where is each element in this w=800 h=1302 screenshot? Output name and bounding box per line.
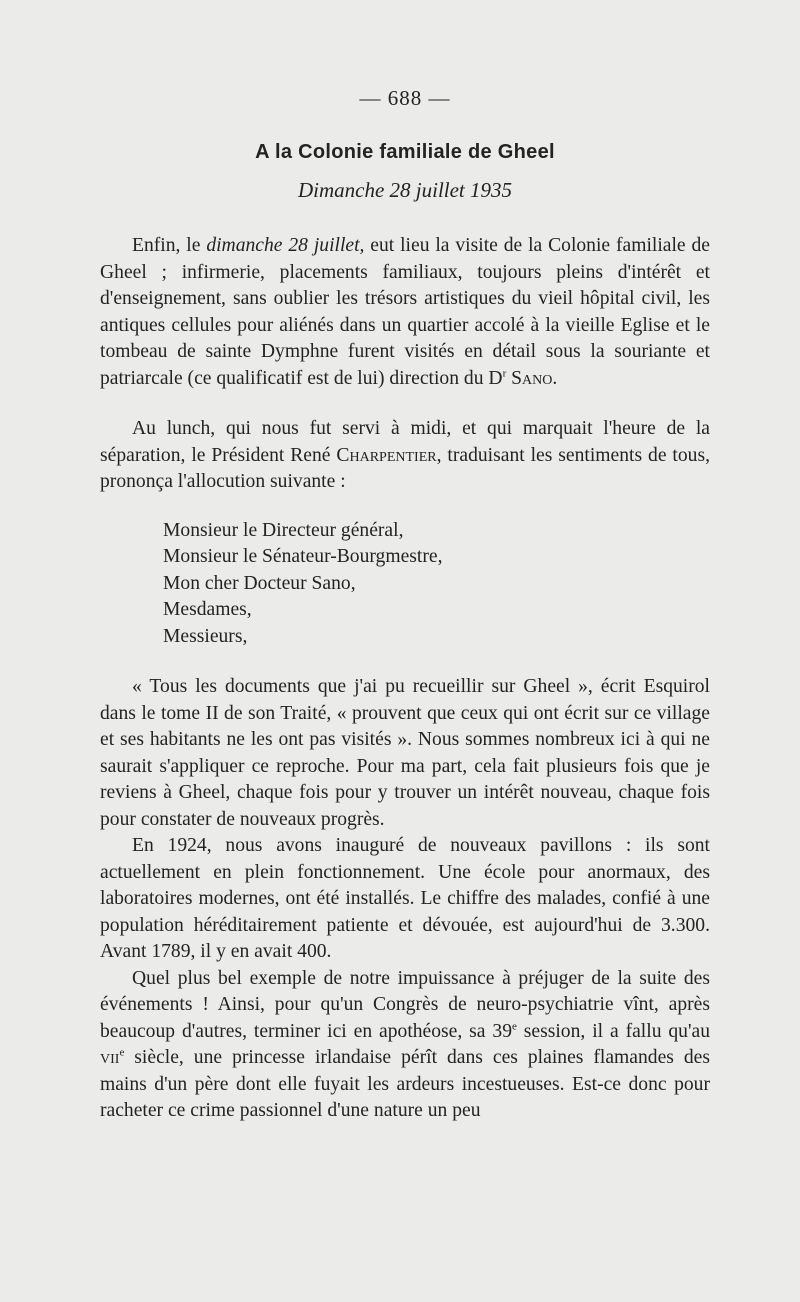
salutation-line: Messieurs, — [163, 625, 248, 647]
text-run: Au lunch, qui nous fut servi à midi, et qui marquait l'heure de la séparation, le Président René — [100, 418, 710, 466]
text-run: session, il a fallu qu'au — [516, 1020, 711, 1042]
person-name: Sano — [511, 367, 553, 389]
text-run: Enfin, le — [132, 235, 207, 256]
text-run: siècle, une princesse irlandaise pérît dans ces plaines flamandes des mains d'un père dont elle fuyait les ardeurs incestueuses. Est-ce donc pour racheter ce crime passionnel d'une nature un peu — [100, 1047, 710, 1121]
page-number: — 688 — — [359, 86, 451, 110]
paragraph-1924: En 1924, nous avons inauguré de nouveaux pavillons : ils sont actuellement en plein fonctionnement. Une école pour anormaux, des laboratoires modernes, ont été installés. Le chiffre des malades, confié à une population héréditairement patiente et dévouée, est aujourd'hui de 3.300. Avant 1789, il y en avait 400. — [100, 835, 710, 962]
person-name: Charpentier — [336, 444, 437, 466]
text-run: , traduisant les sentiments de tous, prononça l'allocution suivante : — [100, 444, 710, 492]
text-run: Quel plus bel exemple de notre impuissance à préjuger de la suite des événements ! Ainsi, pour qu'un Congrès de neuro-psychiatrie vînt, après beaucoup d'autres, terminer ici en apothéose, sa 39 — [100, 967, 710, 1042]
century-numeral: vii — [100, 1047, 120, 1068]
salutation-line: Mesdames, — [163, 599, 252, 620]
text-run: eut lieu la visite de la Colonie familiale de Gheel ; infirmerie, placements familiaux, toujours pleins d'intérêt et d'enseignement, sans oublier les trésors artistiques du vieil hôpital civil, les antiques cellules pour aliénés dans un quartier accolé à la vieille Eglise et le tombeau de sainte Dymphne furent visités en détail sous la souriante et patriarcale (ce qualificatif est de lui) direction du D — [100, 235, 710, 389]
paragraph-exemple — [100, 966, 710, 1125]
superscript: e — [119, 1046, 125, 1059]
section-date: Dimanche 28 juillet 1935 — [297, 178, 513, 202]
salutation-line: Monsieur le Sénateur-Bourgmestre, — [163, 546, 443, 567]
superscript: e — [512, 1019, 517, 1032]
section-title: A la Colonie familiale de Gheel — [255, 141, 555, 163]
text-run: . — [552, 367, 558, 389]
salutation-line: Monsieur le Directeur général, — [163, 519, 404, 541]
paragraph-lunch — [100, 416, 710, 496]
superscript: r — [502, 366, 507, 379]
salutation-list — [163, 518, 710, 651]
paragraph-visit — [100, 233, 710, 392]
date-italic: dimanche 28 juillet, — [206, 235, 365, 256]
paragraph-esquirol: « Tous les documents que j'ai pu recueillir sur Gheel », écrit Esquirol dans le tome II de son Traité, « prouvent que ceux qui ont écrit sur ce village et ses habitants ne les ont pas visités ». Nous sommes nombreux ici à qui ne saurait s'appliquer ce reproche. Pour ma part, cela fait plusieurs fois que je reviens à Gheel, chaque fois pour y trouver un intérêt nouveau, chaque fois pour constater de nouveaux progrès. — [100, 676, 710, 830]
salutation-line: Mon cher Docteur Sano, — [163, 572, 356, 594]
